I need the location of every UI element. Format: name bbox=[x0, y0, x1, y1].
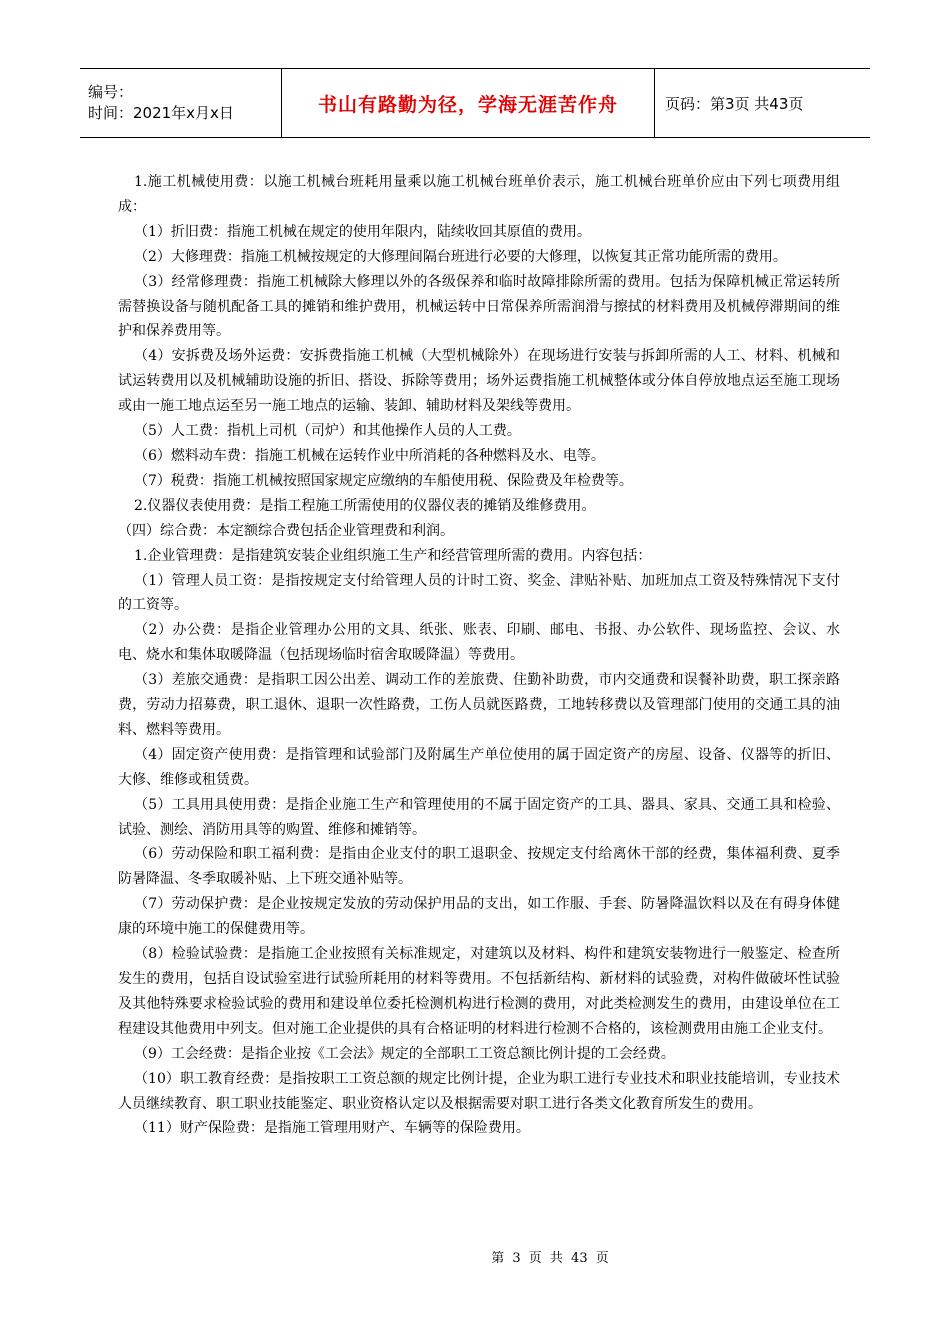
body-paragraph: （11）财产保险费：是指施工管理用财产、车辆等的保险费用。 bbox=[134, 1120, 530, 1137]
body-paragraph: （8）检验试验费：是指施工企业按照有关标准规定，对建筑以及材料、构件和建筑安装物进行一般鉴定、检查所发生的费用，包括自设试验室进行试验所耗用的材料等费用。不包括新结构、新材料的试验费，对构件做破坏性试验及其他特殊要求检验试验的费用和建设单位委托检测机构进行检测的费用，对此类检测发生的费用，由建设单位在工程建设其他费用中列支。但对施工企业提供的具有合格证明的材料进行检测不合格的，该检测费用由施工企业支付。 bbox=[118, 946, 840, 1037]
body-paragraph: （4）固定资产使用费：是指管理和试验部门及附属生产单位使用的属于固定资产的房屋、设备、仪器等的折旧、大修、维修或租赁费。 bbox=[118, 746, 840, 788]
header-motto-cell bbox=[282, 69, 655, 137]
header-page-info-cell bbox=[655, 69, 870, 137]
body-paragraph: （3）差旅交通费：是指职工因公出差、调动工作的差旅费、住勤补助费，市内交通费和误餐补助费，职工探亲路费，劳动力招募费，职工退休、退职一次性路费，工伤人员就医路费，工地转移费以及管理部门使用的交通工具的油料、燃料等费用。 bbox=[118, 672, 840, 738]
body-paragraph: （1）折旧费：指施工机械在规定的使用年限内，陆续收回其原值的费用。 bbox=[134, 223, 591, 240]
body-paragraph: （5）人工费：指机上司机（司炉）和其他操作人员的人工费。 bbox=[134, 423, 521, 440]
body-paragraph: （2）办公费：是指企业管理办公用的文具、纸张、账表、印刷、邮电、书报、办公软件、现场监控、会议、水电、烧水和集体取暖降温（包括现场临时宿舍取暖降温）等费用。 bbox=[118, 622, 840, 664]
document-time-label: 时间：2021年x月x日 bbox=[88, 104, 234, 122]
header-page-info: 页码：第3页 共43页 bbox=[665, 94, 804, 113]
body-paragraph: （7）劳动保护费：是企业按规定发放的劳动保护用品的支出，如工作服、手套、防暑降温饮料以及在有碍身体健康的环境中施工的保健费用等。 bbox=[118, 896, 840, 938]
body-paragraph: （1）管理人员工资：是指按规定支付给管理人员的计时工资、奖金、津贴补贴、加班加点工资及特殊情况下支付的工资等。 bbox=[118, 572, 840, 614]
page-footer bbox=[0, 1247, 950, 1266]
body-paragraph: （10）职工教育经费：是指按职工工资总额的规定比例计提，企业为职工进行专业技术和职业技能培训，专业技术人员继续教育、职工职业技能鉴定、职业资格认定以及根据需要对职工进行各类文化教育所发生的费用。 bbox=[118, 1070, 840, 1112]
body-paragraph: （6）燃料动车费：指施工机械在运转作业中所消耗的各种燃料及水、电等。 bbox=[134, 447, 605, 464]
body-paragraph: （4）安拆费及场外运费：安拆费指施工机械（大型机械除外）在现场进行安装与拆卸所需的人工、材料、机械和试运转费用以及机械辅助设施的折旧、搭设、拆除等费用；场外运费指施工机械整体或分体自停放地点运至施工现场或由一施工地点运至另一施工地点的运输、装卸、辅助材料及架线等费用。 bbox=[118, 348, 840, 415]
body-paragraph: （5）工具用具使用费：是指企业施工生产和管理使用的不属于固定资产的工具、器具、家具、交通工具和检验、试验、测绘、消防用具等的购置、维修和摊销等。 bbox=[118, 796, 840, 838]
body-paragraph: （3）经常修理费：指施工机械除大修理以外的各级保养和临时故障排除所需的费用。包括为保障机械正常运转所需替换设备与随机配备工具的摊销和维护费用，机械运转中日常保养所需润滑与擦拭的材料费用及机械停滞期间的维护和保养费用等。 bbox=[118, 273, 840, 340]
document-number-label: 编号： bbox=[88, 83, 134, 101]
body-paragraph: （四）综合费：本定额综合费包括企业管理费和利润。 bbox=[118, 522, 454, 539]
body-paragraph: 1.施工机械使用费：以施工机械台班耗用量乘以施工机械台班单价表示，施工机械台班单价应由下列七项费用组成： bbox=[118, 174, 840, 215]
page-header bbox=[80, 68, 870, 138]
header-motto: 书山有路勤为径，学海无涯苦作舟 bbox=[317, 93, 618, 116]
body-paragraph: 1.企业管理费：是指建筑安装企业组织施工生产和经营管理所需的费用。内容包括： bbox=[134, 547, 652, 564]
header-meta bbox=[80, 69, 282, 137]
body-paragraph: （9）工会经费：是指企业按《工会法》规定的全部职工工资总额比例计提的工会经费。 bbox=[134, 1045, 675, 1062]
body-paragraph: （2）大修理费：指施工机械按规定的大修理间隔台班进行必要的大修理，以恢复其正常功能所需的费用。 bbox=[134, 248, 787, 265]
body-paragraph: （7）税费：指施工机械按照国家规定应缴纳的车船使用税、保险费及年检费等。 bbox=[134, 472, 633, 489]
document-body bbox=[118, 170, 840, 1141]
body-paragraph: （6）劳动保险和职工福利费：是指由企业支付的职工退职金、按规定支付给离休干部的经费，集体福利费、夏季防暑降温、冬季取暖补贴、上下班交通补贴等。 bbox=[118, 846, 840, 888]
footer-page-number: 第 3 页 共 43 页 bbox=[491, 1251, 609, 1266]
body-paragraph: 2.仪器仪表使用费：是指工程施工所需使用的仪器仪表的摊销及维修费用。 bbox=[134, 497, 596, 514]
